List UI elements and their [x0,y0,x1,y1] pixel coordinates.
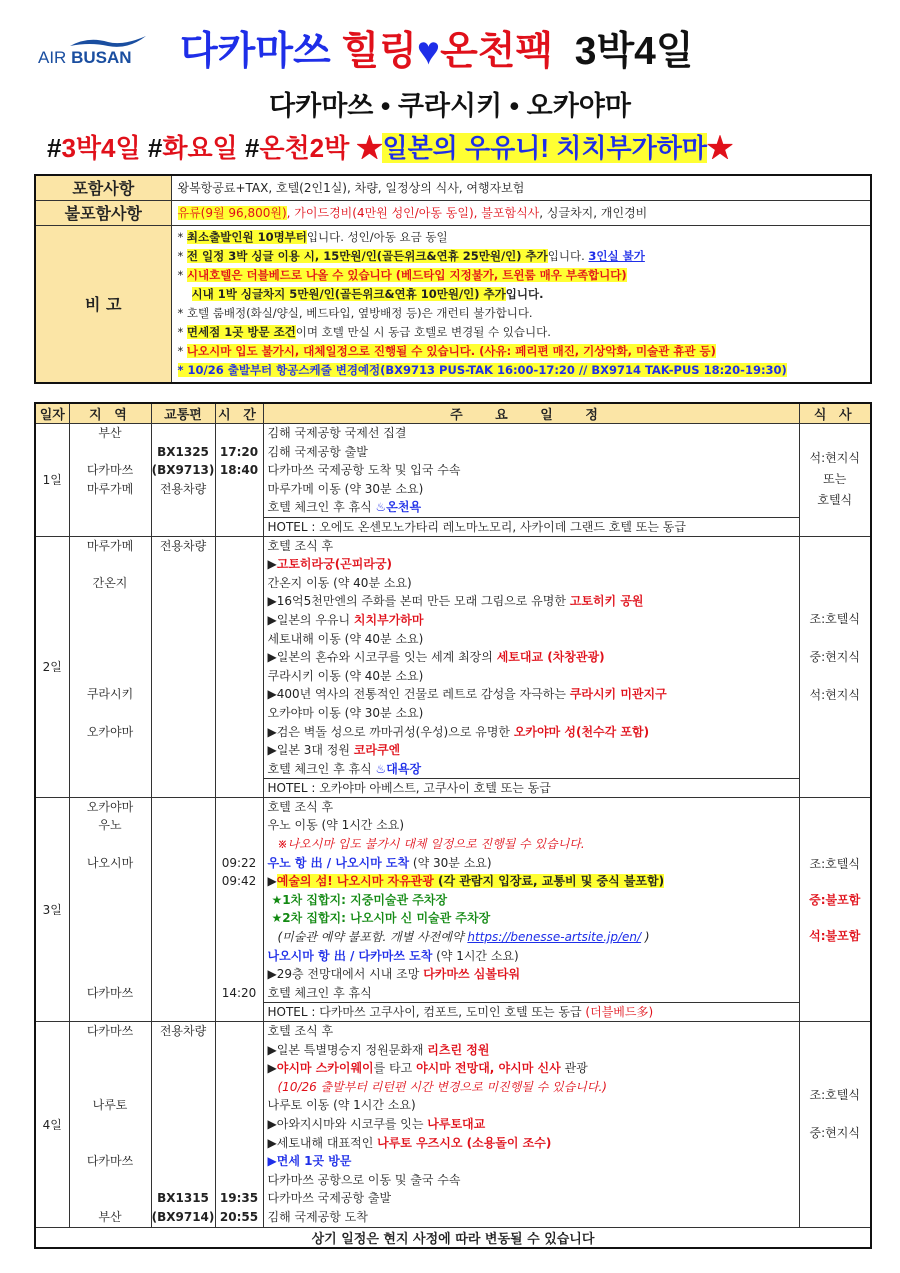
itinerary-cell [263,1022,799,1228]
transport-cell [151,1022,215,1228]
meal: 중:현지식 [809,649,860,664]
time: 09:42 [221,874,257,889]
meal: 중:불포함 [809,893,861,908]
footer-note: 상기 일정은 현지 사정에 따라 변동될 수 있습니다 [35,1227,871,1248]
footer-row [35,1227,871,1248]
time: 20:55 [219,1209,259,1224]
region: 다카마쓰 [86,1154,134,1169]
flight-number: BX1315 [157,1191,209,1206]
region: 다카마쓰 [86,1024,134,1038]
day-row-3 [35,797,871,1021]
itinerary-line: 오카야마 이동 (약 30분 소요) [267,705,424,720]
itinerary-line: 간온지 이동 (약 40분 소요) [267,575,412,590]
time-cell [215,1022,263,1228]
note-line: * 최소출발인원 10명부터입니다. 성인/아동 요금 동일 [177,229,448,244]
header-meal: 식 사 [799,403,871,424]
transport: 전용차량 [159,538,207,553]
meal-cell [799,424,871,537]
benesse-link[interactable]: https://benesse-artsite.jp/en/ [467,930,642,945]
region-cell [69,797,151,1021]
meal: 중:현지식 [809,1126,860,1141]
include-label: 포함사항 [35,175,171,200]
region: 다카마쓰 [86,985,134,1000]
time: 09:22 [221,855,257,870]
exclude-value: 유류(9월 96,800원), 가이드경비(4만원 성인/아동 동일), 불포함식사, 싱글차지, 개인경비 [171,200,871,225]
promo-highlight: 일본의 우유니! 치치부가하마 [382,133,707,163]
time-cell [215,424,263,537]
region: 부산 [98,426,122,440]
region: 간온지 [92,575,128,590]
region [70,443,151,462]
day-row-2 [35,536,871,797]
heart-icon: ♥ [416,30,441,73]
flight-number: (BX9713) [151,463,215,478]
schedule-table [34,402,872,1249]
transport: 전용차량 [159,1024,207,1038]
itinerary-cell [263,536,799,797]
itinerary-line: 다카마쓰 국제공항 출발 [267,1191,392,1206]
time: 17:20 [219,444,259,459]
day-label: 1일 [35,424,69,537]
region: 마루가메 [86,481,134,496]
star-icon: ★ [356,133,383,163]
region: 부산 [98,1209,122,1224]
itinerary-line: 김해 국제공항 국제선 집결 [267,426,407,440]
day-row-4 [35,1022,871,1228]
region: 다카마쓰 [86,463,134,478]
transport-cell [151,536,215,797]
itinerary-line: ▶야시마 스카이웨이를 타고 야시마 전망대, 야시마 신사 관광 [267,1061,588,1076]
itinerary-line: 호텔 조식 후 [267,1024,334,1038]
air-busan-logo [38,34,148,74]
region: 오카야마 [86,724,134,739]
note-line: * 10/26 출발부터 항공스케줄 변경예정(BX9713 PUS-TAK 16:00-17:20 // BX9714 TAK-PUS 18:20-19:30) [177,362,787,377]
itinerary-line: ▶일본의 우유니 치치부가하마 [267,612,424,627]
itinerary-line: ▶400년 역사의 전통적인 건물로 레트로 감성을 자극하는 쿠라시키 미관지구 [267,687,667,702]
day-row-1 [35,424,871,537]
header-time: 시 간 [215,403,263,424]
meal: 조:호텔식 [809,611,860,626]
itinerary-line: 세토내해 이동 (약 40분 소요) [267,631,424,646]
itinerary-line: ★1차 집합지: 지중미술관 주차장 [271,892,448,907]
exclude-row [35,200,871,225]
note-line: * 호텔 룸배정(화실/양실, 베드타입, 옆방배정 등)은 개런티 불가합니다. [177,305,533,320]
meal: 석:현지식 [809,451,860,466]
region: 오카야마 [86,799,134,814]
day-label: 3일 [35,797,69,1021]
page-subtitle: 다카마쓰 • 쿠라시키 • 오카야마 [269,91,631,121]
header-region: 지 역 [69,403,151,424]
itinerary-line: 호텔 조식 후 [267,538,334,553]
itinerary-line: (10/26 출발부터 리턴편 시간 변경으로 미진행될 수 있습니다.) [277,1079,607,1094]
region: 쿠라시키 [86,687,134,702]
time-cell [215,797,263,1021]
meal: 석:현지식 [809,687,860,702]
itinerary-line: ▶검은 벽돌 성으로 까마귀성(우성)으로 유명한 오카야마 성(천수각 포함) [267,724,650,739]
itinerary-line: ▶아와지시마와 시코쿠를 잇는 나루토대교 [267,1116,486,1131]
meal: 조:호텔식 [809,857,860,872]
itinerary-line: (미술관 예약 불포함. 개별 사전예약 https://benesse-artsite.jp/en/ ) [277,930,650,945]
logo-text: AIR BUSAN [38,48,132,67]
meal: 호텔식 [817,493,853,508]
time: 18:40 [219,463,259,478]
meal-cell [799,1022,871,1228]
itinerary-line: 나오시마 항 出 / 다카마쓰 도착 (약 1시간 소요) [267,948,519,963]
region: 마루가메 [86,538,134,553]
itinerary-line: 호텔 체크인 후 휴식 ♨온천욕 [267,500,422,515]
note-line: * 시내호텔은 더블베드로 나올 수 있습니다 (베드타입 지정불가, 트윈룸 매우 부족합니다) [177,267,627,282]
itinerary-line: 호텔 체크인 후 휴식 [267,985,372,1000]
region: 우노 [98,818,122,833]
itinerary-line: ▶세토내해 대표적인 나루토 우즈시오 (소용돌이 조수) [267,1135,552,1150]
flight-number: (BX9714) [151,1209,215,1224]
itinerary-line: 호텔 조식 후 [267,799,334,814]
itinerary-line: 쿠라시키 이동 (약 40분 소요) [267,668,424,683]
meal: 조:호텔식 [809,1088,860,1103]
meal-cell [799,797,871,1021]
flight-number: BX1325 [157,444,209,459]
region-cell [69,424,151,537]
region: 나오시마 [86,855,134,870]
day-label: 4일 [35,1022,69,1228]
itinerary-line: 우노 이동 (약 1시간 소요) [267,818,405,833]
header-transport: 교통편 [151,403,215,424]
itinerary-line: ▶29층 전망대에서 시내 조망 다카마쓰 심볼타워 [267,967,521,982]
star-icon: ★ [706,133,733,163]
itinerary-line: 마루가메 이동 (약 30분 소요) [267,481,424,496]
hotel-info: HOTEL : 오에도 온센모노가타리 레노마노모리, 사카이데 그랜드 호텔 또는 동급 [264,517,799,536]
note-line: * 면세점 1곳 방문 조건이며 호텔 만실 시 동급 호텔로 변경될 수 있습니다. [177,324,551,339]
meal: 또는 [823,472,847,487]
time: 19:35 [219,1191,259,1206]
region-cell [69,536,151,797]
transport: 전용차량 [159,481,207,496]
notes-row [35,225,871,383]
itinerary-line: ▶고토히라궁(곤피라궁) [267,557,393,572]
itinerary-cell [263,797,799,1021]
schedule-header [35,403,871,424]
hotel-info: HOTEL : 오카야마 아베스트, 고쿠사이 호텔 또는 동급 [264,778,799,797]
itinerary-line: 호텔 체크인 후 휴식 ♨대욕장 [267,761,422,776]
itinerary-cell [263,424,799,537]
note-line: 시내 1박 싱글차지 5만원/인(골든위크&연휴 10만원/인) 추가입니다. [191,286,544,301]
region: 나루토 [92,1098,128,1113]
time: 14:20 [221,985,257,1000]
time-cell [215,536,263,797]
meal: 석:불포함 [809,929,861,944]
itinerary-line: ▶일본 3대 정원 코라쿠엔 [267,743,401,758]
region-cell [69,1022,151,1228]
day-label: 2일 [35,536,69,797]
itinerary-line: ▶일본의 혼슈와 시코쿠를 잇는 세계 최장의 세토대교 (차창관광) [267,650,605,665]
notes-value [171,225,871,383]
itinerary-line: ★2차 집합지: 나오시마 신 미술관 주차장 [271,911,491,926]
header [0,0,900,170]
hotel-info: HOTEL : 다카마쓰 고쿠사이, 컴포트, 도미인 호텔 또는 동급 (더블베드多) [264,1002,799,1021]
include-value: 왕복항공료+TAX, 호텔(2인1실), 차량, 일정상의 식사, 여행자보험 [171,175,871,200]
transport-cell [151,797,215,1021]
itinerary-line: 김해 국제공항 출발 [267,444,368,459]
header-day: 일자 [35,403,69,424]
itinerary-line: 나루토 이동 (약 1시간 소요) [267,1098,416,1113]
include-row [35,175,871,200]
itinerary-line: ▶일본 특별명승지 정원문화재 리츠린 정원 [267,1042,490,1057]
exclude-label: 불포함사항 [35,200,171,225]
itinerary-line: 우노 항 出 / 나오시마 도착 (약 30분 소요) [267,855,492,870]
notes-label: 비 고 [35,225,171,383]
page-title: 다카마쓰 힐링♥온천팩 3박4일 [180,30,694,73]
itinerary-line: ▶면세 1곳 방문 [267,1154,352,1169]
header-main: 주 요 일 정 [263,403,799,424]
hashtags: #3박4일 #화요일 #온천2박 ★일본의 우유니! 치치부가하마★ [47,133,733,163]
itinerary-line: 다카마쓰 국제공항 도착 및 입국 수속 [267,463,461,478]
itinerary-line: ▶예술의 섬! 나오시마 자유관광 (각 관람지 입장료, 교통비 및 중식 불포함) [267,874,665,889]
itinerary-line: 다카마쓰 공항으로 이동 및 출국 수속 [267,1172,461,1187]
info-table [34,174,872,384]
itinerary-line: 김해 국제공항 도착 [267,1209,368,1224]
note-line: * 나오시마 입도 불가시, 대체일정으로 진행될 수 있습니다. (사유: 페리편 매진, 기상악화, 미술관 휴관 등) [177,343,716,358]
transport-cell [151,424,215,537]
meal-cell [799,536,871,797]
itinerary-line: ▶16억5천만엔의 주화를 본떠 만든 모래 그림으로 유명한 고토히키 공원 [267,594,644,609]
note-line: * 전 일정 3박 싱글 이용 시, 15만원/인(골든위크&연휴 25만원/인) 추가입니다. 3인실 불가 [177,248,645,263]
itinerary-line: ※나오시마 입도 불가시 대체 일정으로 진행될 수 있습니다. [277,837,585,852]
